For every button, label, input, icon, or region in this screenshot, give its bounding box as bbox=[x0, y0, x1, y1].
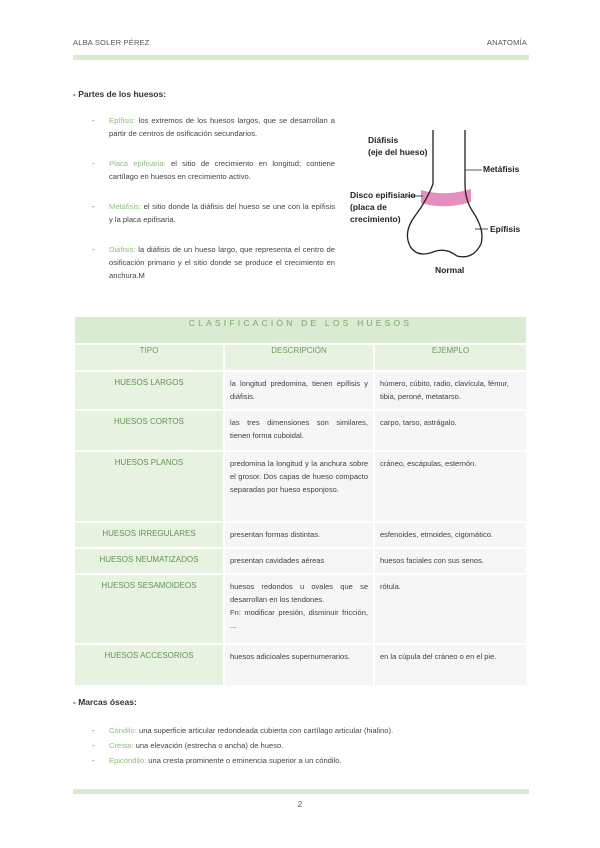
marcas-list bbox=[92, 723, 532, 768]
bone-classification-table bbox=[73, 315, 528, 687]
bone-diagram bbox=[345, 126, 530, 281]
cell-tipo: HUESOS LARGOS bbox=[74, 371, 224, 410]
label-normal: Normal bbox=[435, 265, 465, 275]
col-header-descripcion: DESCRIPCIÓN bbox=[224, 344, 374, 371]
table-row bbox=[74, 451, 527, 522]
section-title-partes: - Partes de los huesos: bbox=[73, 89, 167, 99]
cell-desc: la longitud predomina, tienen epífisis y diáfisis. bbox=[224, 371, 374, 410]
footer-divider bbox=[73, 789, 529, 794]
cell-desc-text: huesos redondos u ovales que se desarrollan en los tendones. bbox=[230, 582, 368, 604]
cell-tipo: HUESOS ACCESORIOS bbox=[74, 644, 224, 686]
cell-tipo: HUESOS CORTOS bbox=[74, 410, 224, 451]
partes-list bbox=[92, 114, 335, 282]
page-number: 2 bbox=[297, 800, 303, 809]
label-diafisis: Diáfisis bbox=[368, 135, 399, 145]
cell-desc bbox=[224, 574, 374, 644]
cell-ejemplo: en la cúpula del cráneo o en el pie. bbox=[374, 644, 527, 686]
table-row bbox=[74, 371, 527, 410]
table-row bbox=[74, 574, 527, 644]
table-row bbox=[74, 644, 527, 686]
label-crecimiento: crecimiento) bbox=[350, 214, 401, 224]
marcas-item-cresta: - Cresta: una elevación (estrecha o ancha) de hueso. bbox=[92, 738, 532, 753]
cell-tipo: HUESOS SESAMOIDEOS bbox=[74, 574, 224, 644]
marcas-item-epicondilo: - Epicóndilo: una cresta prominente o eminencia superior a un cóndilo. bbox=[92, 753, 532, 768]
partes-item-epifisis: - Epífisis: los extremos de los huesos largos, que se desarrollan a partir de centros de osificación secundarios. bbox=[92, 114, 335, 140]
cell-tipo: HUESOS NEUMATIZADOS bbox=[74, 548, 224, 574]
cell-ejemplo: huesos faciales con sus senos. bbox=[374, 548, 527, 574]
cell-ejemplo: carpo, tarso, astrágalo. bbox=[374, 410, 527, 451]
table-row bbox=[74, 410, 527, 451]
cell-desc: las tres dimensiones son similares, tienen forma cuboidal. bbox=[224, 410, 374, 451]
col-header-ejemplo: EJEMPLO bbox=[374, 344, 527, 371]
cell-tipo: HUESOS IRREGULARES bbox=[74, 522, 224, 548]
table-row bbox=[74, 548, 527, 574]
marcas-item-condilo: - Cóndilo: una superficie articular redondeada cubierta con cartílago articular (hialino). bbox=[92, 723, 532, 738]
header-divider bbox=[73, 55, 529, 60]
cell-desc: predomina la longitud y la anchura sobre el grosor. Dos capas de hueso compacto separadas por hueso esponjoso. bbox=[224, 451, 374, 522]
partes-item-placa: - Placa epifisaria: el sitio de crecimiento en longitud; contiene cartílago en huesos en crecimiento activo. bbox=[92, 157, 335, 183]
label-placa: (placa de bbox=[350, 202, 387, 212]
cell-desc: presentan formas distintas. bbox=[224, 522, 374, 548]
cell-ejemplo: húmero, cúbito, radio, clavícula, fémur, tibia, peroné, metatarso. bbox=[374, 371, 527, 410]
table-row bbox=[74, 522, 527, 548]
cell-ejemplo: rótula. bbox=[374, 574, 527, 644]
table-title: CLASIFICACIÓN DE LOS HUESOS bbox=[74, 316, 527, 344]
cell-tipo: HUESOS PLANOS bbox=[74, 451, 224, 522]
col-header-tipo: TIPO bbox=[74, 344, 224, 371]
partes-item-diafisis: - Diáfisis: la diáfisis de un hueso largo, que representa el centro de osificación primario y el sitio donde se produce el crecimiento en anchura.M bbox=[92, 243, 335, 282]
partes-item-metafisis: - Metáfisis: el sitio donde la diáfisis del hueso se une con la epífisis y la placa epifisaria. bbox=[92, 200, 335, 226]
label-metafisis: Metáfisis bbox=[483, 164, 520, 174]
header-author: ALBA SOLER PÉREZ bbox=[73, 38, 150, 47]
growth-plate bbox=[421, 189, 471, 206]
cell-desc: huesos adicioales supernumerarios. bbox=[224, 644, 374, 686]
cell-ejemplo: cráneo, escápulas, esternón. bbox=[374, 451, 527, 522]
label-epifisis: Epífisis bbox=[490, 224, 521, 234]
label-eje: (eje del hueso) bbox=[368, 147, 428, 157]
cell-desc: presentan cavidades aéreas bbox=[224, 548, 374, 574]
section-title-marcas: - Marcas óseas: bbox=[73, 697, 137, 707]
cell-ejemplo: esfenoides, etmoides, cigomático. bbox=[374, 522, 527, 548]
cell-desc-function: Fn: modificar presión, disminuir fricción, ... bbox=[230, 608, 368, 630]
label-disco: Disco epifisiario bbox=[350, 190, 416, 200]
header-subject: ANATOMÍA bbox=[486, 38, 527, 47]
